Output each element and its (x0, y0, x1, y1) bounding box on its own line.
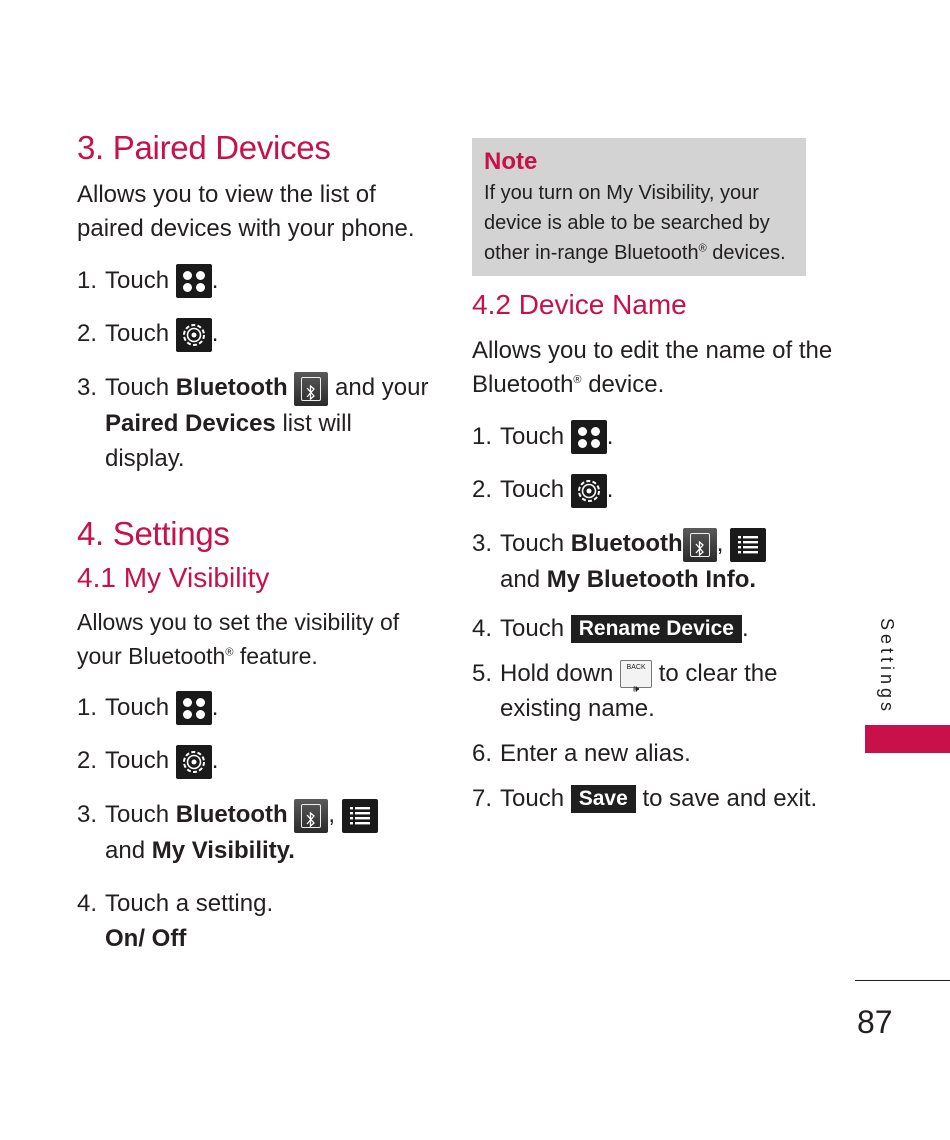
left-column (77, 128, 437, 956)
device-step-1: 1. Touch . (472, 419, 852, 455)
device-name-intro: Allows you to edit the name of the Bluetooth® device. (472, 336, 833, 398)
menu-grid-icon (571, 420, 607, 454)
settings-heading: 4. Settings (77, 514, 230, 552)
settings-gear-icon (176, 318, 212, 352)
device-step-5: 5. Hold down BACK 🕪 to clear the existing name. (472, 659, 778, 722)
visibility-step-2: 2. Touch . (77, 743, 437, 779)
right-column (472, 138, 852, 816)
note-body: If you turn on My Visibility, your device is able to be searched by other in-range Bluetooth® devices. (484, 182, 786, 264)
settings-gear-icon (571, 474, 607, 508)
bluetooth-icon (294, 799, 328, 833)
page-number: 87 (857, 1004, 893, 1040)
settings-gear-icon (176, 745, 212, 779)
paired-step-3: 3. Touch Bluetooth and your Paired Devices list will display. (77, 370, 437, 476)
paired-step-1: 1. Touch . (77, 263, 437, 299)
visibility-step-1: 1. Touch . (77, 690, 437, 726)
list-menu-icon (730, 528, 766, 562)
paired-devices-intro: Allows you to view the list of paired devices with your phone. (77, 180, 415, 242)
note-box (472, 138, 806, 276)
note-title: Note (484, 148, 538, 175)
visibility-step-3: 3. Touch Bluetooth , and My Visibility. (77, 797, 437, 868)
section-tab-label: Settings (877, 618, 897, 716)
list-menu-icon (342, 799, 378, 833)
bluetooth-icon (294, 372, 328, 406)
rename-device-button: Rename Device (571, 615, 742, 643)
my-visibility-intro: Allows you to set the visibility of your Bluetooth® feature. (77, 608, 400, 669)
visibility-options: On/ Off (105, 924, 187, 952)
device-step-3: 3. Touch Bluetooth , and My Bluetooth Info. (472, 526, 852, 597)
device-step-6: 6. Enter a new alias. (472, 739, 691, 767)
device-step-7: 7. Touch Save to save and exit. (472, 784, 818, 812)
my-visibility-heading: 4.1 My Visibility (77, 562, 270, 594)
visibility-step-4: 4. Touch a setting. On/ Off (77, 889, 274, 952)
save-button: Save (571, 785, 636, 813)
paired-step-2: 2. Touch . (77, 316, 437, 352)
back-key-icon: BACK 🕪 (620, 660, 652, 688)
bluetooth-icon (683, 528, 717, 562)
device-step-2: 2. Touch . (472, 472, 852, 508)
footer-rule (855, 980, 950, 981)
device-name-heading: 4.2 Device Name (472, 289, 687, 320)
device-step-4: 4. Touch Rename Device . (472, 614, 749, 642)
paired-devices-heading: 3. Paired Devices (77, 129, 331, 166)
section-tab-marker (865, 725, 950, 753)
menu-grid-icon (176, 264, 212, 298)
menu-grid-icon (176, 691, 212, 725)
